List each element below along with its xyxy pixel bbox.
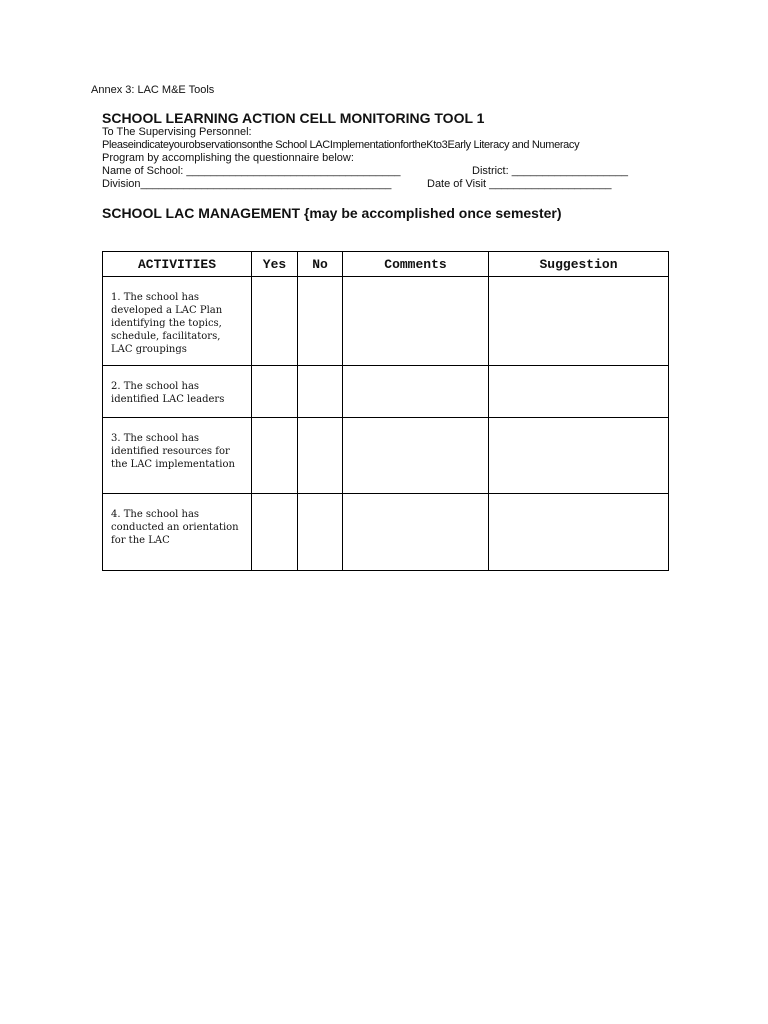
annex-label: Annex 3: LAC M&E Tools (91, 84, 215, 96)
monitoring-table (102, 251, 669, 571)
no-cell[interactable] (298, 418, 343, 494)
table-row (103, 494, 669, 571)
no-cell[interactable] (298, 366, 343, 418)
activity-cell: 3. The school has identified resources for the LAC implementation (103, 418, 252, 494)
comments-cell[interactable] (343, 366, 489, 418)
header-yes: Yes (252, 252, 298, 277)
table-row (103, 418, 669, 494)
table-row (103, 366, 669, 418)
district-field: District: ___________________ (472, 165, 628, 177)
yes-cell[interactable] (252, 366, 298, 418)
section-title: SCHOOL LAC MANAGEMENT {may be accomplished once semester) (102, 205, 562, 221)
document-title: SCHOOL LEARNING ACTION CELL MONITORING TOOL 1 (102, 110, 485, 126)
suggestion-cell[interactable] (489, 277, 669, 366)
yes-cell[interactable] (252, 494, 298, 571)
activity-cell: 4. The school has conducted an orientation for the LAC (103, 494, 252, 571)
instruction-recipient: To The Supervising Personnel: (102, 126, 252, 138)
suggestion-cell[interactable] (489, 418, 669, 494)
yes-cell[interactable] (252, 418, 298, 494)
header-no: No (298, 252, 343, 277)
comments-cell[interactable] (343, 277, 489, 366)
instruction-text-line-2: Program by accomplishing the questionnaire below: (102, 152, 354, 164)
table-header-row (103, 252, 669, 277)
header-activities: ACTIVITIES (103, 252, 252, 277)
division-field: Division_________________________________________ (102, 178, 392, 190)
activity-cell: 1. The school has developed a LAC Plan identifying the topics, schedule, facilitators, LAC groupings (103, 277, 252, 366)
suggestion-cell[interactable] (489, 494, 669, 571)
no-cell[interactable] (298, 494, 343, 571)
comments-cell[interactable] (343, 494, 489, 571)
date-of-visit-field: Date of Visit ____________________ (427, 178, 612, 190)
header-suggestion: Suggestion (489, 252, 669, 277)
no-cell[interactable] (298, 277, 343, 366)
comments-cell[interactable] (343, 418, 489, 494)
school-name-field: Name of School: ___________________________________ (102, 165, 401, 177)
table-row (103, 277, 669, 366)
header-comments: Comments (343, 252, 489, 277)
suggestion-cell[interactable] (489, 366, 669, 418)
activity-cell: 2. The school has identified LAC leaders (103, 366, 252, 418)
yes-cell[interactable] (252, 277, 298, 366)
instruction-text-line-1: Pleaseindicateyourobservationsonthe School LACImplementationfortheKto3Early Literacy and Numeracy (102, 139, 580, 151)
